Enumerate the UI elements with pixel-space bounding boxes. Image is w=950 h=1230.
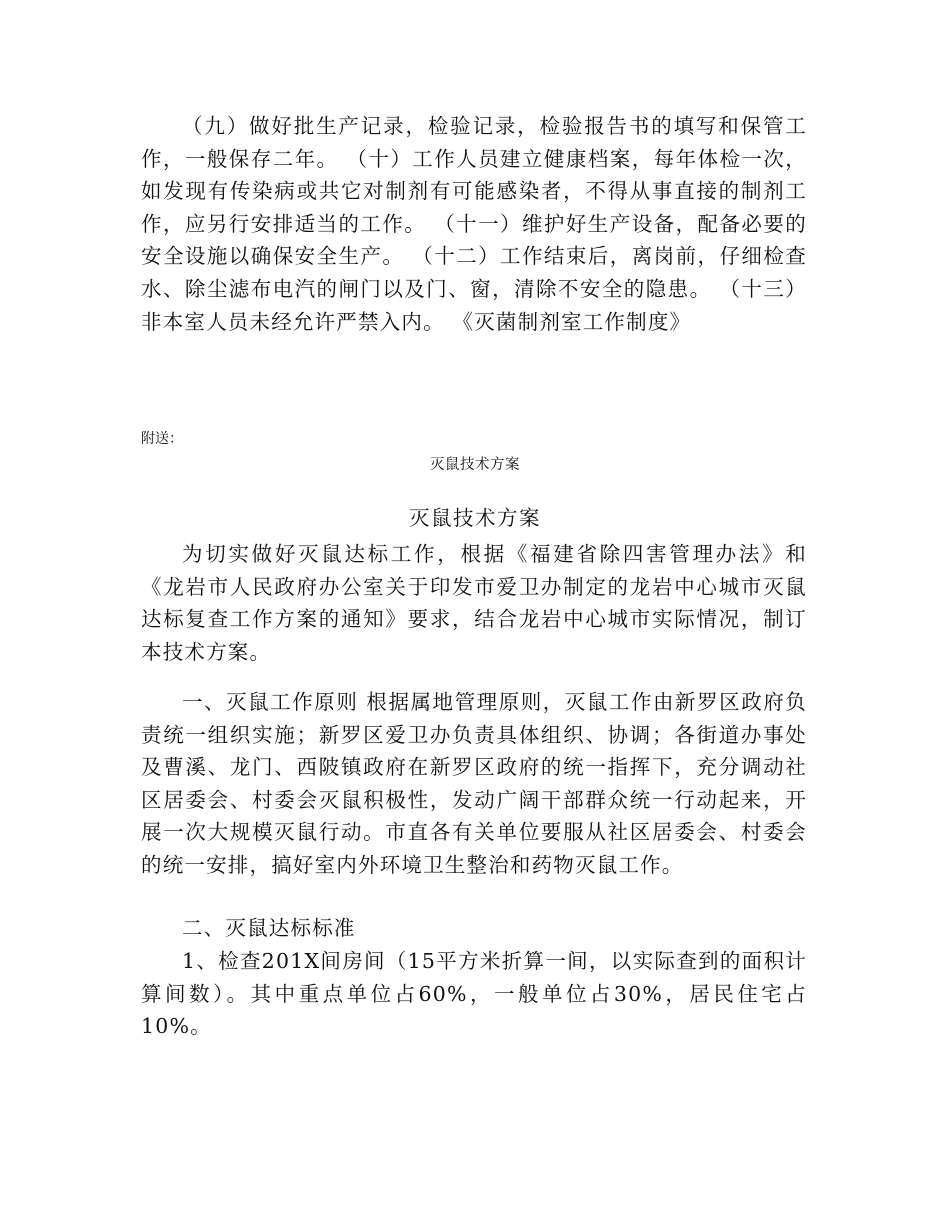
document-title: 灭鼠技术方案 <box>409 506 541 530</box>
section-two-heading: 二、灭鼠达标标准 <box>182 916 356 940</box>
item-one-paragraph: 1、检查201X间房间（15平方米折算一间，以实际查到的面积计算间数）。其中重点单位占60%，一般单位占30%，居民住宅占10%。 <box>141 949 807 1038</box>
attachment-label: 附送： <box>141 431 183 447</box>
intro-paragraph: 为切实做好灭鼠达标工作，根据《福建省除四害管理办法》和《龙岩市人民政府办公室关于印发市爱卫办制定的龙岩中心城市灭鼠达标复查工作方案的通知》要求，结合龙岩中心城市实际情况，制订本技术方案。 <box>141 542 807 664</box>
section-one-paragraph: 一、灭鼠工作原则 根据属地管理原则，灭鼠工作由新罗区政府负责统一组织实施；新罗区爱卫办负责具体组织、协调；各街道办事处及曹溪、龙门、西陂镇政府在新罗区政府的统一指挥下，充分调动社区居委会、村委会灭鼠积极性，发动广阔干部群众统一行动起来，开展一次大规模灭鼠行动。市直各有关单位要服从社区居委会、村委会的统一安排，搞好室内外环境卫生整治和药物灭鼠工作。 <box>141 690 807 877</box>
attachment-title: 灭鼠技术方案 <box>430 457 520 473</box>
regulations-paragraph: （九）做好批生产记录，检验记录，检验报告书的填写和保管工作，一般保存二年。 （十）工作人员建立健康档案，每年体检一次，如发现有传染病或共它对制剂有可能感染者，不得从事直接的制剂工作，应另行安排适当的工作。 （十一）维护好生产设备，配备必要的安全设施以确保安全生产。 （十二）工作结束后，离岗前，仔细检查水、除尘滤布电汽的闸门以及门、窗，清除不安全的隐患。 （十三）非本室人员未经允许严禁入内。 《灭菌制剂室工作制度》 <box>141 114 807 334</box>
